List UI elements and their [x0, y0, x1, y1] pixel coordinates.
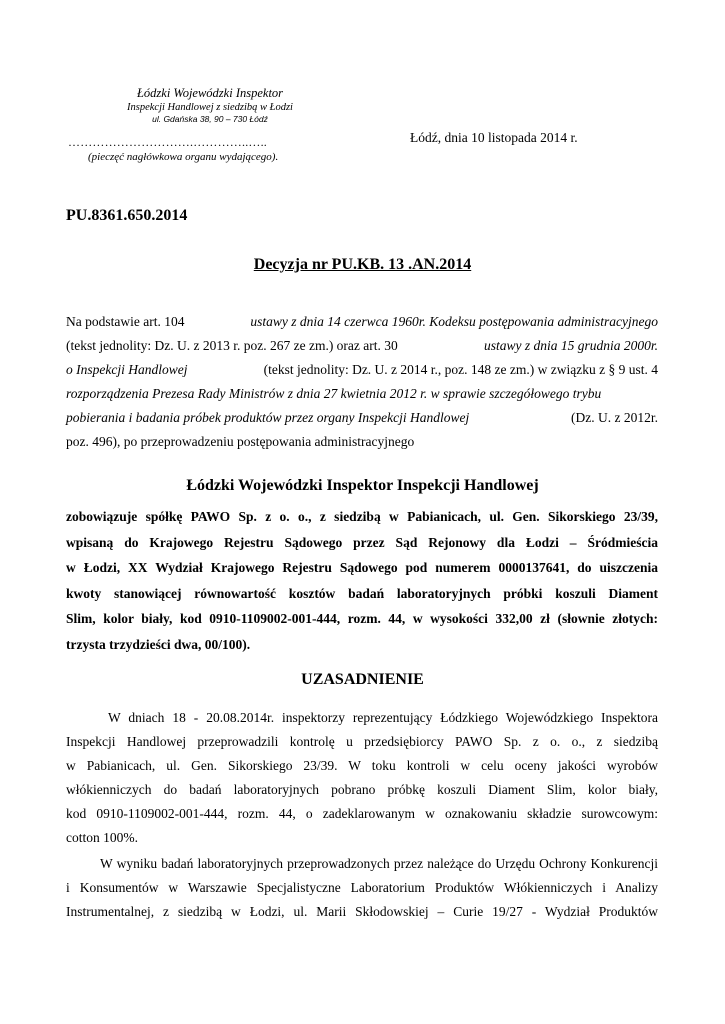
text-span: w Łodzi, XX Wydział Krajowego Rejestru Sądowego pod numerem 0000137641, do uiszczenia — [66, 560, 658, 575]
decision-title-text: Decyzja nr PU.KB. 13 .AN.2014 — [253, 256, 472, 273]
ruling-line — [66, 581, 658, 607]
justification-line — [66, 754, 658, 778]
ruling-line — [66, 632, 658, 658]
text-span: , po przeprowadzeniu postępowania administracyjnego — [117, 434, 415, 449]
justification-paragraph-2 — [66, 852, 658, 924]
justification-line — [66, 826, 658, 850]
text-span: wpisaną do Krajowego Rejestru Sądowego przez Sąd Rejonowy dla Łodzi – Śródmieścia — [66, 534, 658, 550]
justification-paragraph-1 — [66, 706, 658, 850]
stamp-note: (pieczęć nagłówkowa organu wydającego). — [88, 151, 279, 163]
text-span: Slim, kolor biały, kod 0910-1109002-001-444, rozm. 44, w wysokości 332,00 zł (słownie złotych: — [66, 611, 658, 626]
ruling-line — [66, 606, 658, 632]
text-span: i Konsumentów w Warszawie Specjalistyczne Laboratorium Produktów Włókienniczych i Analizy — [66, 880, 658, 895]
org-address: ul. Gdańska 38, 90 – 730 Łódź — [152, 114, 268, 124]
text-span: w Pabianicach, ul. Gen. Sikorskiego 23/39. W toku kontroli w celu oceny jakości wyrobów — [66, 758, 658, 773]
text-span: poz. 496) — [66, 434, 117, 449]
org-name: Łódzki Wojewódzki Inspektor — [136, 86, 284, 100]
text-span: trzysta trzydzieści dwa, 00/100). — [66, 636, 251, 652]
text-span: kod 0910-1109002-001-444, rozm. 44, o zadeklarowanym w oznakowaniu składzie surowcowym: — [66, 806, 658, 821]
legal-basis-line — [66, 382, 658, 406]
legal-basis-line — [66, 406, 658, 430]
decision-title — [0, 256, 725, 274]
justification-line — [66, 706, 658, 730]
legal-basis-line — [66, 430, 658, 454]
justification-line — [66, 730, 658, 754]
justification-line — [66, 876, 658, 900]
text-span: W wyniku badań laboratoryjnych przeprowadzonych przez należące do Urzędu Ochrony Konkurencji — [100, 856, 658, 871]
text-span: Instrumentalnej, z siedzibą w Łodzi, ul. Marii Skłodowskiej – Curie 19/27 - Wydział Produktów — [66, 904, 658, 919]
legal-basis-line — [66, 358, 658, 382]
text-span: Inspekcji Handlowej przeprowadzili kontrolę u przedsiębiorcy PAWO Sp. z o. o., z siedzibą — [66, 734, 658, 749]
legal-basis-line — [66, 334, 658, 358]
ruling-line — [66, 504, 658, 530]
text-span: kwoty stanowiącej równowartość kosztów badań laboratoryjnych próbki koszuli Diament — [66, 585, 658, 601]
text-span: (tekst jednolity: Dz. U. z 2014 r., poz. 148 ze zm.) w związku z § 9 ust. 4 — [263, 362, 658, 377]
document-date: Łódź, dnia 10 listopada 2014 r. — [410, 130, 578, 145]
justification-heading: UZASADNIENIE — [301, 671, 424, 688]
justification-line — [66, 900, 658, 924]
ruling-line — [66, 530, 658, 556]
issuing-authority-header — [110, 86, 310, 125]
text-span: (tekst jednolity: Dz. U. z 2013 r. poz. 267 ze zm.) oraz art. 30 — [66, 338, 398, 353]
ruling-line — [66, 555, 658, 581]
statute-reference: ustawy z dnia 15 grudnia 2000r. — [483, 338, 658, 353]
justification-line — [66, 852, 658, 876]
justification-line — [66, 778, 658, 802]
legal-basis-line — [66, 310, 658, 334]
case-reference: PU.8361.650.2014 — [66, 207, 188, 224]
text-span: włókienniczych do badań laboratoryjnych pobrano próbkę koszuli Diament Slim, kolor biały, — [66, 782, 658, 797]
text-span: Na podstawie art. 104 — [66, 314, 185, 329]
text-span: zobowiązuje spółkę PAWO Sp. z o. o., z siedzibą w Pabianicach, ul. Gen. Sikorskiego 23/39, — [66, 509, 658, 524]
ruling-paragraph — [66, 504, 658, 657]
statute-reference: ustawy z dnia 14 czerwca 1960r. Kodeksu postępowania administracyjnego — [250, 314, 658, 329]
legal-basis-paragraph — [66, 310, 658, 454]
justification-line — [66, 802, 658, 826]
statute-reference: pobierania i badania próbek produktów przez organy Inspekcji Handlowej — [66, 410, 470, 425]
statute-reference: o Inspekcji Handlowej — [66, 362, 188, 377]
text-span: cotton 100%. — [66, 830, 138, 845]
text-span: W dniach 18 - 20.08.2014r. inspektorzy reprezentujący Łódzkiego Wojewódzkiego Inspektora — [108, 710, 658, 725]
stamp-dotted-line: ………………………….…………..….. — [68, 135, 267, 149]
text-span: (Dz. U. z 2012r. — [571, 410, 658, 425]
statute-reference: rozporządzenia Prezesa Rady Ministrów z dnia 27 kwietnia 2012 r. w sprawie szczegółowego trybu — [66, 386, 602, 401]
org-seat: Inspekcji Handlowej z siedzibą w Łodzi — [127, 102, 293, 113]
authority-heading: Łódzki Wojewódzki Inspektor Inspekcji Handlowej — [186, 477, 539, 494]
